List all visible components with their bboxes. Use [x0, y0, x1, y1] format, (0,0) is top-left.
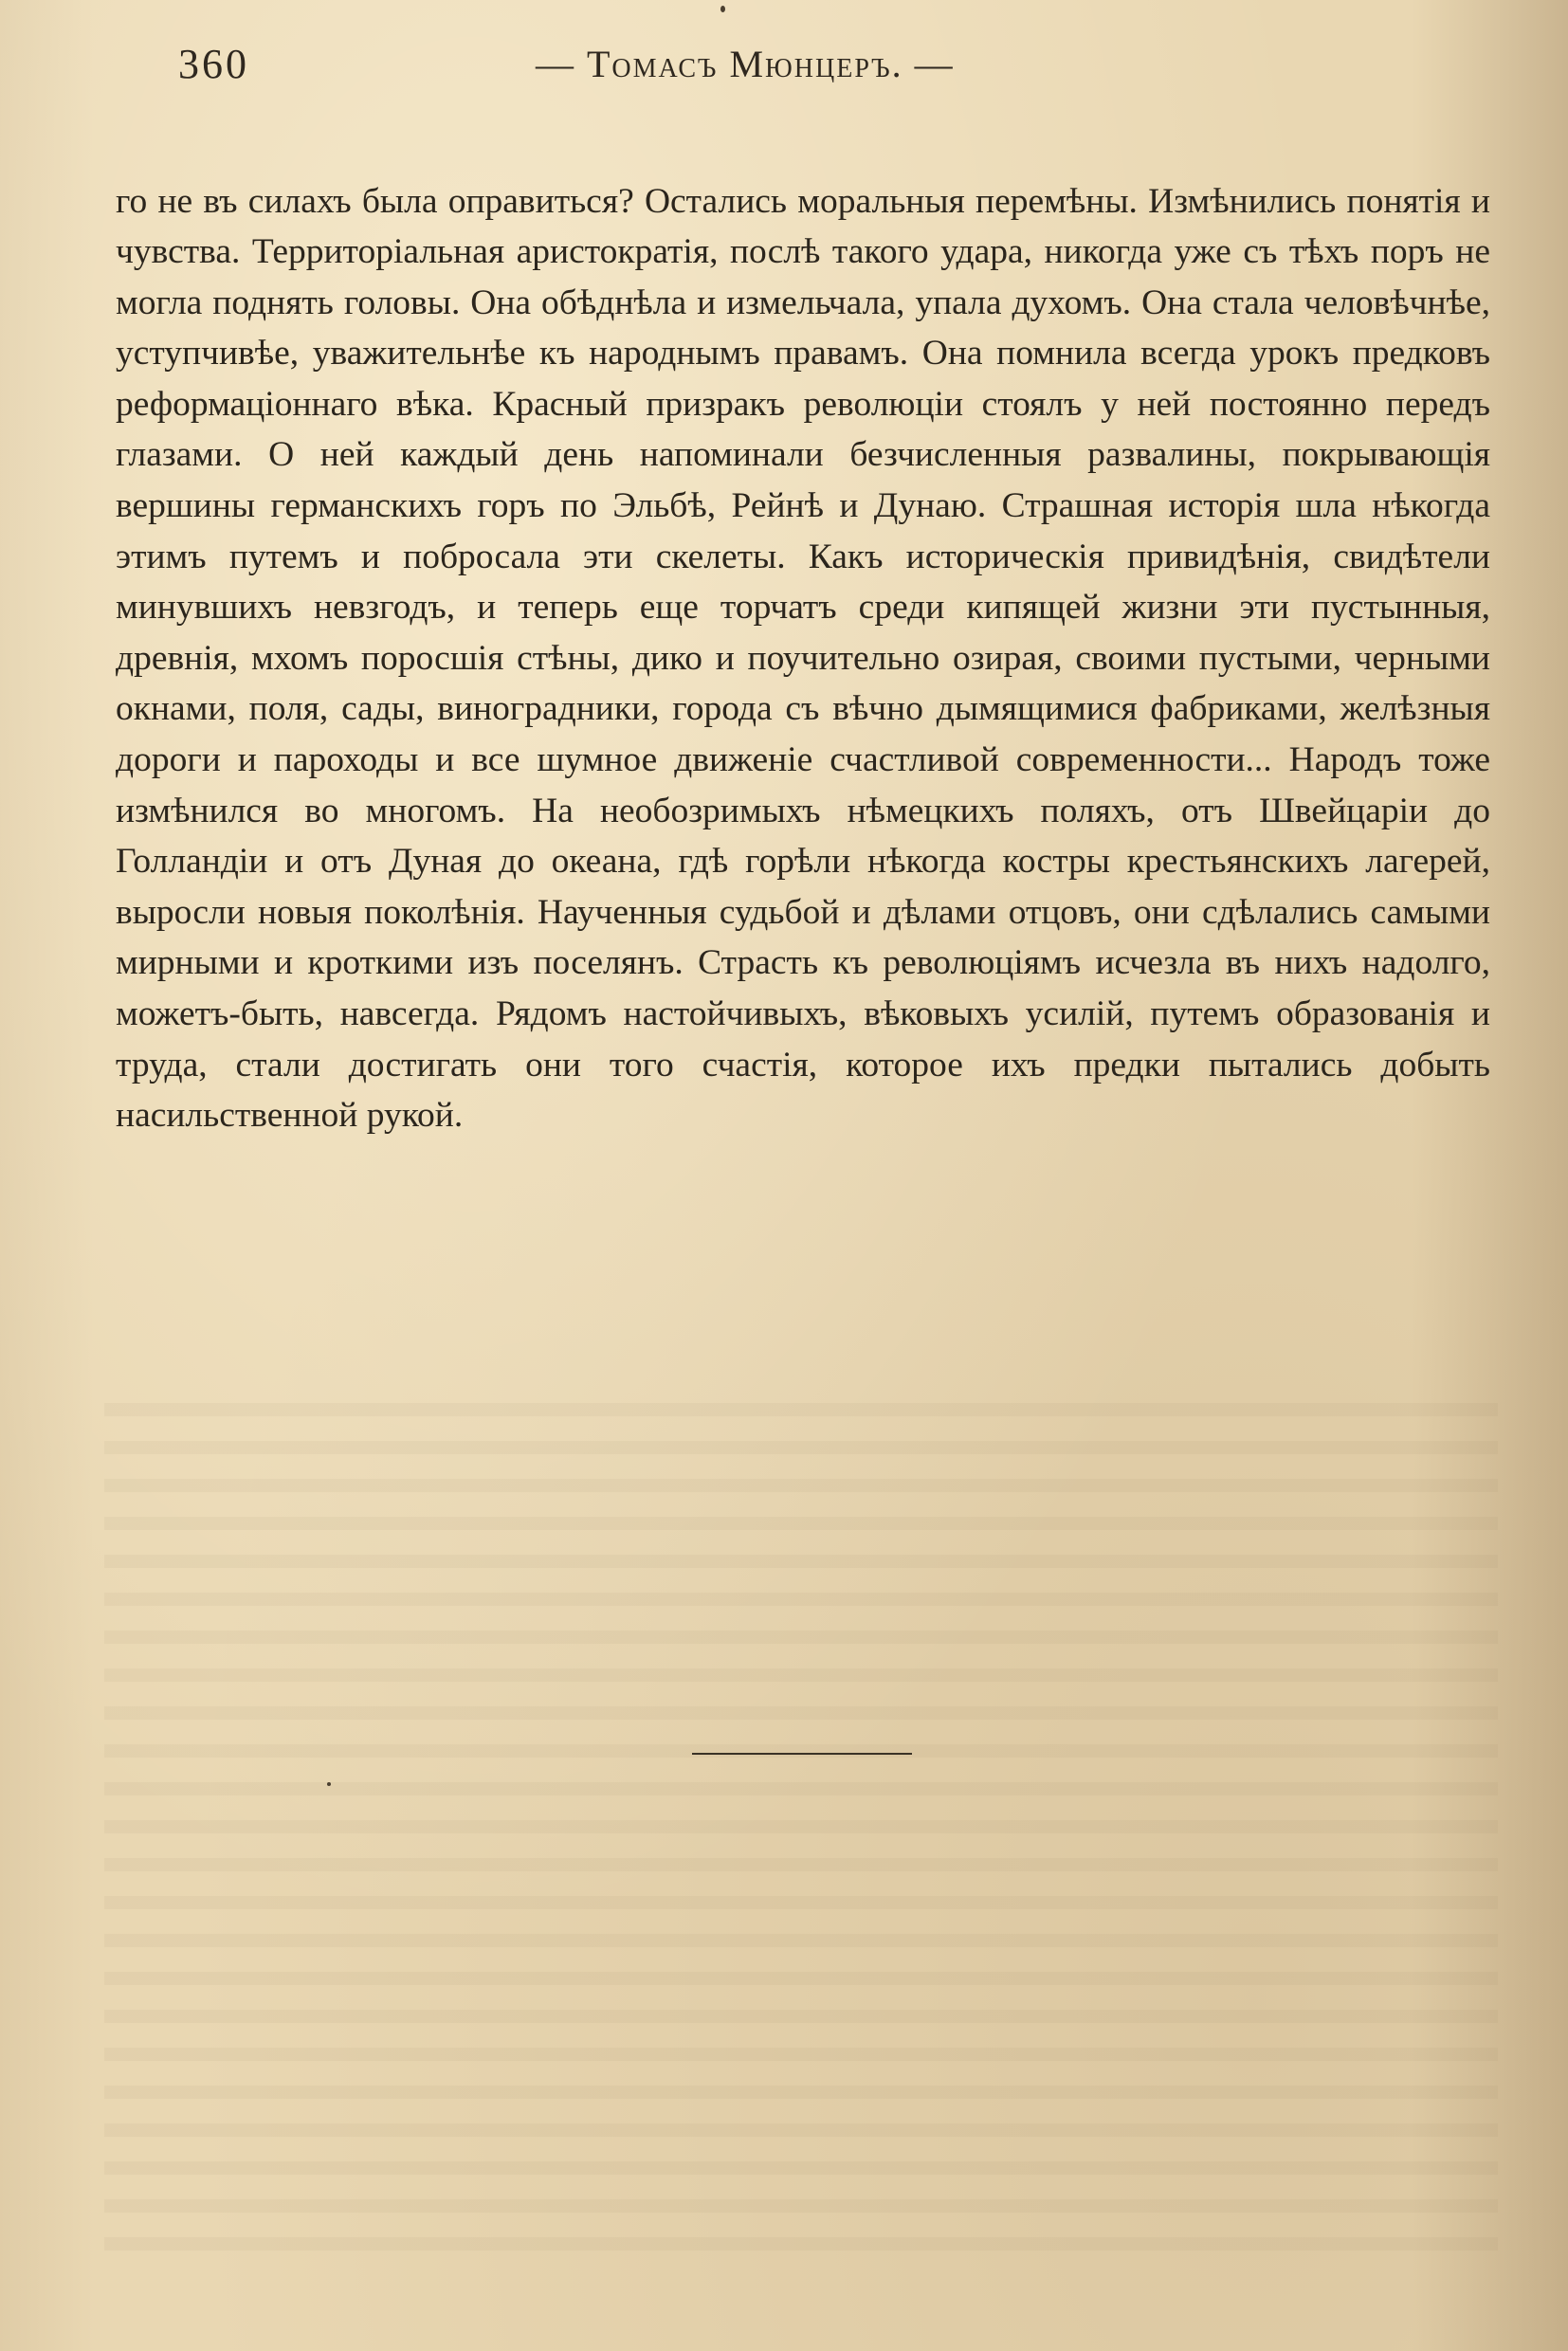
running-title: — Томасъ Мюнцеръ. —: [536, 43, 955, 85]
section-end-rule: [692, 1753, 912, 1755]
body-paragraph: го не въ силахъ была оправиться? Остались моральныя перемѣны. Измѣнились понятія и чувства. Территоріальная аристократія, послѣ такого удара, никогда уже съ тѣхъ поръ не могла поднять головы. Она обѣднѣла и измельчала, упала духомъ. Она стала человѣчнѣе, уступчивѣе, уважительнѣе къ народнымъ правамъ. Она помнила всегда урокъ предковъ реформаціоннаго вѣка. Красный призракъ революціи стоялъ у ней постоянно передъ глазами. О ней каждый день напоминали безчисленныя развалины, покрывающія вершины германскихъ горъ по Эльбѣ, Рейнѣ и Дунаю. Страшная исторія шла нѣкогда этимъ путемъ и побросала эти скелеты. Какъ историческія привидѣнія, свидѣтели минувшихъ невзгодъ, и теперь еще торчатъ среди кипящей жизни эти пустынныя, древнія, мхомъ поросшія стѣны, дико и поучительно озирая, своими пустыми, черными окнами, поля, сады, виноградники, города съ вѣчно дымящимися фабриками, желѣзныя дороги и пароходы и все шумное движеніе счастливой современности... Народъ тоже измѣнился во многомъ. На необозримыхъ нѣмецкихъ поляхъ, отъ Швейцаріи до Голландіи и отъ Дуная до океана, гдѣ горѣли нѣкогда костры крестьянскихъ лагерей, выросли новыя поколѣнія. Наученныя судьбой и дѣлами отцовъ, они сдѣлались самыми мирными и кроткими изъ поселянъ. Страсть къ революціямъ исчезла въ нихъ надолго, можетъ-быть, навсегда. Рядомъ настойчивыхъ, вѣковыхъ усилій, путемъ образованія и труда, стали достигать они того счастія, которое ихъ предки пытались добыть насильственной рукой.: [116, 181, 1490, 1136]
running-header: [0, 40, 1568, 97]
reverse-side-show-through: [104, 1403, 1498, 2275]
paper-speck: [720, 6, 725, 12]
paper-speck: [327, 1782, 331, 1786]
page-number: 360: [178, 41, 249, 87]
